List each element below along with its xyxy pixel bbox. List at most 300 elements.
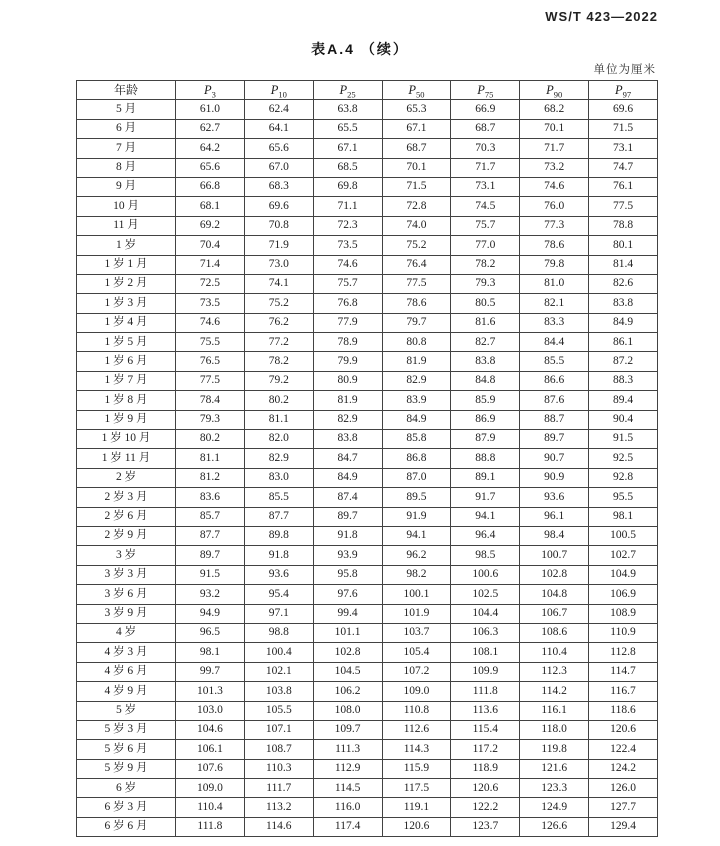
value-cell: 75.5 [176,333,245,352]
value-cell: 120.6 [382,817,451,836]
table-row [77,798,658,817]
value-cell: 118.6 [589,701,658,720]
value-cell: 108.6 [520,623,589,642]
value-cell: 114.5 [313,779,382,798]
table-row [77,255,658,274]
value-cell: 107.2 [382,662,451,681]
value-cell: 90.7 [520,449,589,468]
value-cell: 102.8 [520,565,589,584]
value-cell: 90.4 [589,410,658,429]
table-row [77,119,658,138]
age-cell: 4 岁 9 月 [77,682,176,701]
value-cell: 76.0 [520,197,589,216]
value-cell: 103.0 [176,701,245,720]
value-cell: 84.9 [382,410,451,429]
value-cell: 120.6 [589,720,658,739]
value-cell: 93.9 [313,546,382,565]
table-row [77,720,658,739]
value-cell: 68.5 [313,158,382,177]
table-row [77,430,658,449]
age-cell: 1 岁 7 月 [77,371,176,390]
value-cell: 102.1 [244,662,313,681]
table-row [77,294,658,313]
value-cell: 98.5 [451,546,520,565]
value-cell: 68.1 [176,197,245,216]
value-cell: 82.7 [451,333,520,352]
value-cell: 88.8 [451,449,520,468]
value-cell: 63.8 [313,100,382,119]
value-cell: 78.2 [451,255,520,274]
value-cell: 120.6 [451,779,520,798]
value-cell: 66.9 [451,100,520,119]
value-cell: 94.9 [176,604,245,623]
value-cell: 81.0 [520,274,589,293]
value-cell: 76.4 [382,255,451,274]
value-cell: 87.9 [451,430,520,449]
value-cell: 67.0 [244,158,313,177]
value-cell: 117.4 [313,817,382,836]
percentile-column-header: $P_{10}$ [244,81,313,100]
value-cell: 77.3 [520,216,589,235]
value-cell: 74.6 [313,255,382,274]
value-cell: 82.9 [382,371,451,390]
value-cell: 108.7 [244,740,313,759]
value-cell: 98.1 [589,507,658,526]
value-cell: 77.5 [589,197,658,216]
value-cell: 95.8 [313,565,382,584]
value-cell: 88.3 [589,371,658,390]
value-cell: 74.7 [589,158,658,177]
value-cell: 69.6 [244,197,313,216]
table-row [77,546,658,565]
value-cell: 81.9 [382,352,451,371]
value-cell: 93.6 [520,488,589,507]
value-cell: 78.6 [382,294,451,313]
table-row [77,701,658,720]
table-title: 表A.4 （续） [311,41,409,57]
value-cell: 102.5 [451,585,520,604]
value-cell: 80.2 [244,391,313,410]
value-cell: 80.2 [176,430,245,449]
standard-number: WS/T 423—2022 [545,9,658,24]
growth-percentile-table [76,80,658,837]
value-cell: 62.7 [176,119,245,138]
value-cell: 76.5 [176,352,245,371]
value-cell: 73.2 [520,158,589,177]
value-cell: 75.7 [313,274,382,293]
age-cell: 6 岁 [77,779,176,798]
value-cell: 65.5 [313,119,382,138]
value-cell: 100.5 [589,526,658,545]
age-cell: 2 岁 3 月 [77,488,176,507]
age-cell: 1 岁 11 月 [77,449,176,468]
value-cell: 86.6 [520,371,589,390]
value-cell: 70.8 [244,216,313,235]
table-row [77,507,658,526]
value-cell: 80.5 [451,294,520,313]
table-row [77,371,658,390]
value-cell: 89.7 [520,430,589,449]
value-cell: 76.1 [589,177,658,196]
age-cell: 4 岁 6 月 [77,662,176,681]
value-cell: 114.7 [589,662,658,681]
value-cell: 78.2 [244,352,313,371]
value-cell: 71.9 [244,236,313,255]
age-cell: 5 岁 6 月 [77,740,176,759]
value-cell: 86.1 [589,333,658,352]
value-cell: 109.7 [313,720,382,739]
value-cell: 108.9 [589,604,658,623]
value-cell: 85.5 [244,488,313,507]
value-cell: 106.2 [313,682,382,701]
value-cell: 87.7 [176,526,245,545]
value-cell: 91.5 [589,430,658,449]
value-cell: 69.6 [589,100,658,119]
table-row [77,236,658,255]
value-cell: 68.3 [244,177,313,196]
value-cell: 72.8 [382,197,451,216]
value-cell: 82.0 [244,430,313,449]
value-cell: 81.9 [313,391,382,410]
table-row [77,682,658,701]
value-cell: 104.5 [313,662,382,681]
value-cell: 111.3 [313,740,382,759]
value-cell: 98.2 [382,565,451,584]
table-body [77,100,658,837]
value-cell: 113.2 [244,798,313,817]
age-cell: 1 岁 6 月 [77,352,176,371]
value-cell: 77.2 [244,333,313,352]
value-cell: 112.3 [520,662,589,681]
value-cell: 83.0 [244,468,313,487]
value-cell: 68.7 [451,119,520,138]
value-cell: 123.7 [451,817,520,836]
value-cell: 96.1 [520,507,589,526]
age-cell: 1 岁 [77,236,176,255]
value-cell: 79.7 [382,313,451,332]
age-column-header: 年龄 [77,81,176,100]
value-cell: 65.6 [176,158,245,177]
value-cell: 91.9 [382,507,451,526]
value-cell: 96.2 [382,546,451,565]
value-cell: 101.9 [382,604,451,623]
table-row [77,662,658,681]
value-cell: 110.4 [176,798,245,817]
value-cell: 114.2 [520,682,589,701]
value-cell: 84.9 [589,313,658,332]
age-cell: 5 月 [77,100,176,119]
value-cell: 70.1 [520,119,589,138]
value-cell: 70.3 [451,139,520,158]
value-cell: 112.9 [313,759,382,778]
age-cell: 5 岁 3 月 [77,720,176,739]
value-cell: 69.2 [176,216,245,235]
percentile-column-header: $P_{25}$ [313,81,382,100]
value-cell: 124.9 [520,798,589,817]
age-cell: 6 岁 6 月 [77,817,176,836]
value-cell: 124.2 [589,759,658,778]
value-cell: 77.5 [382,274,451,293]
age-cell: 5 岁 [77,701,176,720]
value-cell: 70.4 [176,236,245,255]
value-cell: 110.4 [520,643,589,662]
age-cell: 1 岁 10 月 [77,430,176,449]
value-cell: 94.1 [451,507,520,526]
value-cell: 83.6 [176,488,245,507]
value-cell: 95.4 [244,585,313,604]
value-cell: 71.5 [382,177,451,196]
value-cell: 85.9 [451,391,520,410]
value-cell: 109.0 [176,779,245,798]
value-cell: 116.7 [589,682,658,701]
value-cell: 92.8 [589,468,658,487]
value-cell: 115.4 [451,720,520,739]
value-cell: 79.9 [313,352,382,371]
value-cell: 91.8 [244,546,313,565]
value-cell: 100.4 [244,643,313,662]
value-cell: 70.1 [382,158,451,177]
value-cell: 114.6 [244,817,313,836]
value-cell: 115.9 [382,759,451,778]
percentile-column-header: $P_{97}$ [589,81,658,100]
age-cell: 9 月 [77,177,176,196]
value-cell: 77.9 [313,313,382,332]
value-cell: 94.1 [382,526,451,545]
value-cell: 117.5 [382,779,451,798]
value-cell: 106.3 [451,623,520,642]
value-cell: 112.8 [589,643,658,662]
table-row [77,274,658,293]
unit-note: 单位为厘米 [593,64,656,76]
value-cell: 91.5 [176,565,245,584]
value-cell: 98.4 [520,526,589,545]
value-cell: 72.5 [176,274,245,293]
table-row [77,779,658,798]
table-row [77,333,658,352]
value-cell: 73.5 [176,294,245,313]
value-cell: 96.5 [176,623,245,642]
age-cell: 5 岁 9 月 [77,759,176,778]
percentile-column-header: $P_{90}$ [520,81,589,100]
value-cell: 79.8 [520,255,589,274]
value-cell: 121.6 [520,759,589,778]
value-cell: 122.4 [589,740,658,759]
value-cell: 73.0 [244,255,313,274]
value-cell: 66.8 [176,177,245,196]
value-cell: 102.8 [313,643,382,662]
value-cell: 83.8 [451,352,520,371]
value-cell: 101.1 [313,623,382,642]
value-cell: 74.6 [520,177,589,196]
age-cell: 3 岁 6 月 [77,585,176,604]
value-cell: 129.4 [589,817,658,836]
value-cell: 88.7 [520,410,589,429]
value-cell: 81.1 [244,410,313,429]
value-cell: 77.0 [451,236,520,255]
value-cell: 78.4 [176,391,245,410]
percentile-column-header: $P_3$ [176,81,245,100]
age-cell: 8 月 [77,158,176,177]
value-cell: 81.2 [176,468,245,487]
value-cell: 61.0 [176,100,245,119]
value-cell: 82.9 [313,410,382,429]
value-cell: 93.6 [244,565,313,584]
value-cell: 118.0 [520,720,589,739]
value-cell: 105.4 [382,643,451,662]
value-cell: 98.8 [244,623,313,642]
value-cell: 108.1 [451,643,520,662]
value-cell: 69.8 [313,177,382,196]
table-row [77,352,658,371]
age-cell: 1 岁 3 月 [77,294,176,313]
table-row [77,565,658,584]
value-cell: 108.0 [313,701,382,720]
value-cell: 111.7 [244,779,313,798]
value-cell: 87.2 [589,352,658,371]
value-cell: 67.1 [313,139,382,158]
value-cell: 81.4 [589,255,658,274]
age-cell: 2 岁 [77,468,176,487]
age-cell: 6 岁 3 月 [77,798,176,817]
value-cell: 95.5 [589,488,658,507]
value-cell: 72.3 [313,216,382,235]
value-cell: 123.3 [520,779,589,798]
value-cell: 91.8 [313,526,382,545]
age-cell: 11 月 [77,216,176,235]
value-cell: 103.7 [382,623,451,642]
value-cell: 110.9 [589,623,658,642]
value-cell: 89.8 [244,526,313,545]
table-row [77,488,658,507]
value-cell: 119.8 [520,740,589,759]
age-cell: 1 岁 1 月 [77,255,176,274]
value-cell: 79.3 [176,410,245,429]
value-cell: 81.1 [176,449,245,468]
value-cell: 100.6 [451,565,520,584]
value-cell: 68.2 [520,100,589,119]
value-cell: 71.4 [176,255,245,274]
age-cell: 1 岁 9 月 [77,410,176,429]
value-cell: 78.8 [589,216,658,235]
value-cell: 84.4 [520,333,589,352]
value-cell: 93.2 [176,585,245,604]
value-cell: 110.3 [244,759,313,778]
value-cell: 77.5 [176,371,245,390]
value-cell: 85.5 [520,352,589,371]
value-cell: 126.6 [520,817,589,836]
value-cell: 73.1 [589,139,658,158]
value-cell: 64.2 [176,139,245,158]
table-row [77,410,658,429]
table-row [77,100,658,119]
age-cell: 1 岁 5 月 [77,333,176,352]
value-cell: 112.6 [382,720,451,739]
age-cell: 1 岁 4 月 [77,313,176,332]
value-cell: 89.4 [589,391,658,410]
table-row [77,623,658,642]
value-cell: 107.1 [244,720,313,739]
value-cell: 105.5 [244,701,313,720]
value-cell: 122.2 [451,798,520,817]
value-cell: 97.1 [244,604,313,623]
value-cell: 106.7 [520,604,589,623]
value-cell: 99.4 [313,604,382,623]
table-row [77,759,658,778]
value-cell: 104.9 [589,565,658,584]
value-cell: 117.2 [451,740,520,759]
value-cell: 65.6 [244,139,313,158]
value-cell: 82.9 [244,449,313,468]
age-cell: 3 岁 [77,546,176,565]
value-cell: 100.1 [382,585,451,604]
value-cell: 71.7 [451,158,520,177]
value-cell: 75.2 [382,236,451,255]
age-cell: 4 岁 3 月 [77,643,176,662]
age-cell: 2 岁 9 月 [77,526,176,545]
value-cell: 85.8 [382,430,451,449]
value-cell: 106.1 [176,740,245,759]
value-cell: 86.8 [382,449,451,468]
value-cell: 126.0 [589,779,658,798]
value-cell: 87.4 [313,488,382,507]
value-cell: 81.6 [451,313,520,332]
value-cell: 92.5 [589,449,658,468]
value-cell: 116.0 [313,798,382,817]
value-cell: 84.9 [313,468,382,487]
value-cell: 109.0 [382,682,451,701]
value-cell: 71.7 [520,139,589,158]
value-cell: 83.8 [313,430,382,449]
value-cell: 89.1 [451,468,520,487]
table-row [77,817,658,836]
value-cell: 98.1 [176,643,245,662]
age-cell: 7 月 [77,139,176,158]
table-row [77,468,658,487]
value-cell: 80.8 [382,333,451,352]
value-cell: 89.7 [176,546,245,565]
table-row [77,740,658,759]
table-row [77,177,658,196]
age-cell: 6 月 [77,119,176,138]
value-cell: 64.1 [244,119,313,138]
value-cell: 83.3 [520,313,589,332]
table-row [77,526,658,545]
value-cell: 114.3 [382,740,451,759]
table-row [77,139,658,158]
value-cell: 82.1 [520,294,589,313]
value-cell: 101.3 [176,682,245,701]
value-cell: 86.9 [451,410,520,429]
value-cell: 78.9 [313,333,382,352]
table-header-row [77,81,658,100]
table-row [77,216,658,235]
value-cell: 75.2 [244,294,313,313]
value-cell: 79.3 [451,274,520,293]
table-row [77,643,658,662]
value-cell: 119.1 [382,798,451,817]
value-cell: 104.4 [451,604,520,623]
table-row [77,604,658,623]
value-cell: 106.9 [589,585,658,604]
value-cell: 75.7 [451,216,520,235]
value-cell: 97.6 [313,585,382,604]
value-cell: 102.7 [589,546,658,565]
value-cell: 76.2 [244,313,313,332]
value-cell: 109.9 [451,662,520,681]
value-cell: 87.6 [520,391,589,410]
value-cell: 89.7 [313,507,382,526]
value-cell: 83.8 [589,294,658,313]
